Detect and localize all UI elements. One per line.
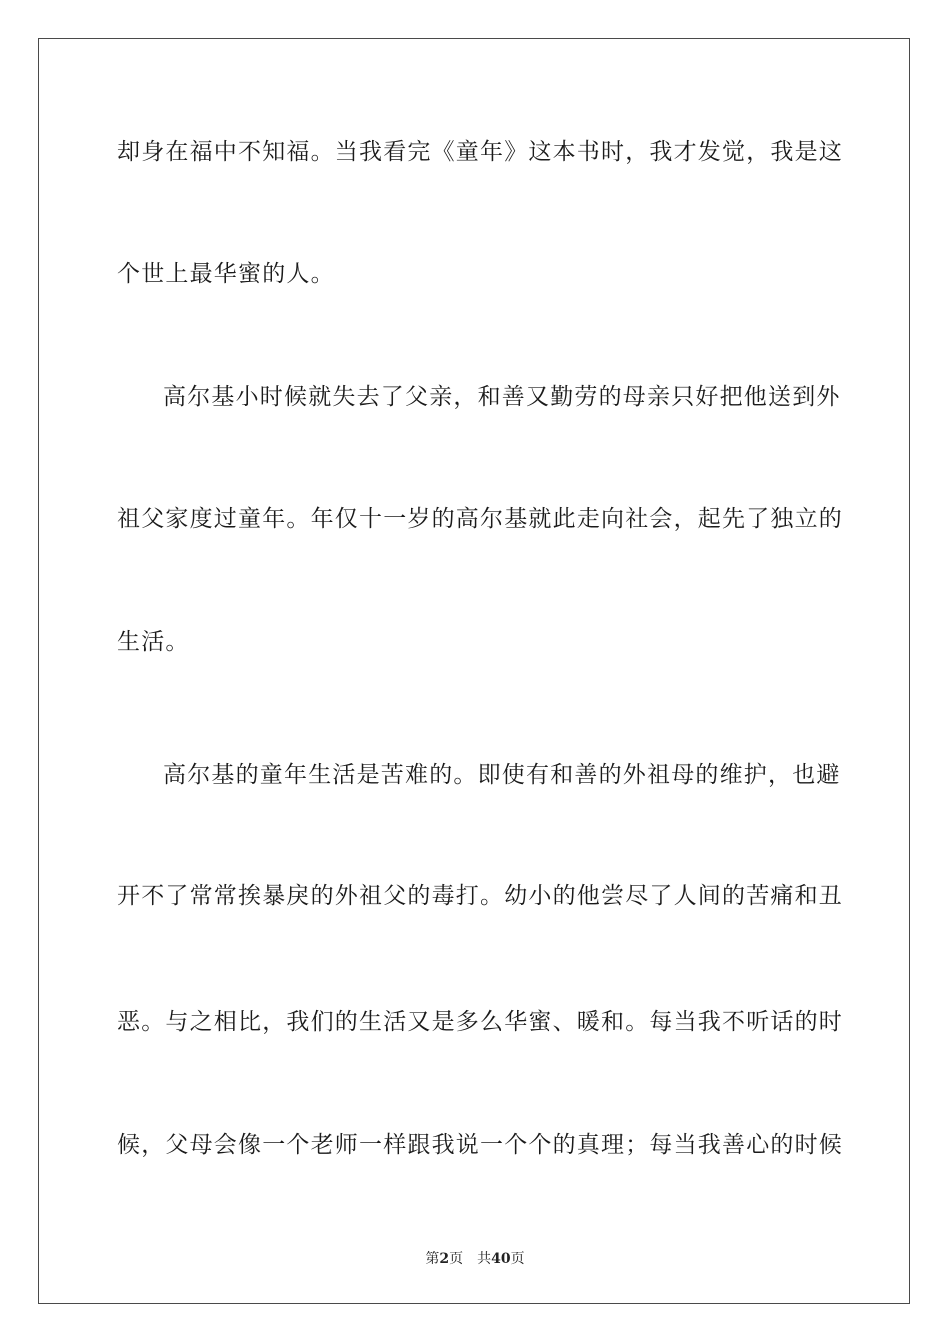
page-number-footer bbox=[0, 1248, 950, 1268]
footer-suffix: 页 bbox=[510, 1251, 525, 1267]
footer-prefix: 第 bbox=[425, 1251, 440, 1267]
text-line: 生活。 bbox=[117, 629, 190, 655]
paragraph-first-line: 高尔基的童年生活是苦难的。即使有和善的外祖母的维护，也避 bbox=[163, 762, 841, 788]
page-border bbox=[38, 38, 910, 1304]
current-page-number: 2 bbox=[439, 1251, 450, 1267]
text-line: 祖父家度过童年。年仅十一岁的高尔基就此走向社会，起先了独立的 bbox=[117, 506, 843, 532]
text-line: 个世上最华蜜的人。 bbox=[117, 261, 335, 287]
footer-middle: 页 共 bbox=[449, 1251, 492, 1267]
total-page-count: 40 bbox=[491, 1251, 511, 1267]
text-line: 候，父母会像一个老师一样跟我说一个个的真理；每当我善心的时候 bbox=[117, 1132, 843, 1158]
text-line: 开不了常常挨暴戾的外祖父的毒打。幼小的他尝尽了人间的苦痛和丑 bbox=[117, 883, 843, 909]
text-line: 恶。与之相比，我们的生活又是多么华蜜、暖和。每当我不听话的时 bbox=[117, 1009, 843, 1035]
text-line: 却身在福中不知福。当我看完《童年》这本书时，我才发觉，我是这 bbox=[117, 139, 843, 165]
paragraph-first-line: 高尔基小时候就失去了父亲，和善又勤劳的母亲只好把他送到外 bbox=[163, 384, 841, 410]
